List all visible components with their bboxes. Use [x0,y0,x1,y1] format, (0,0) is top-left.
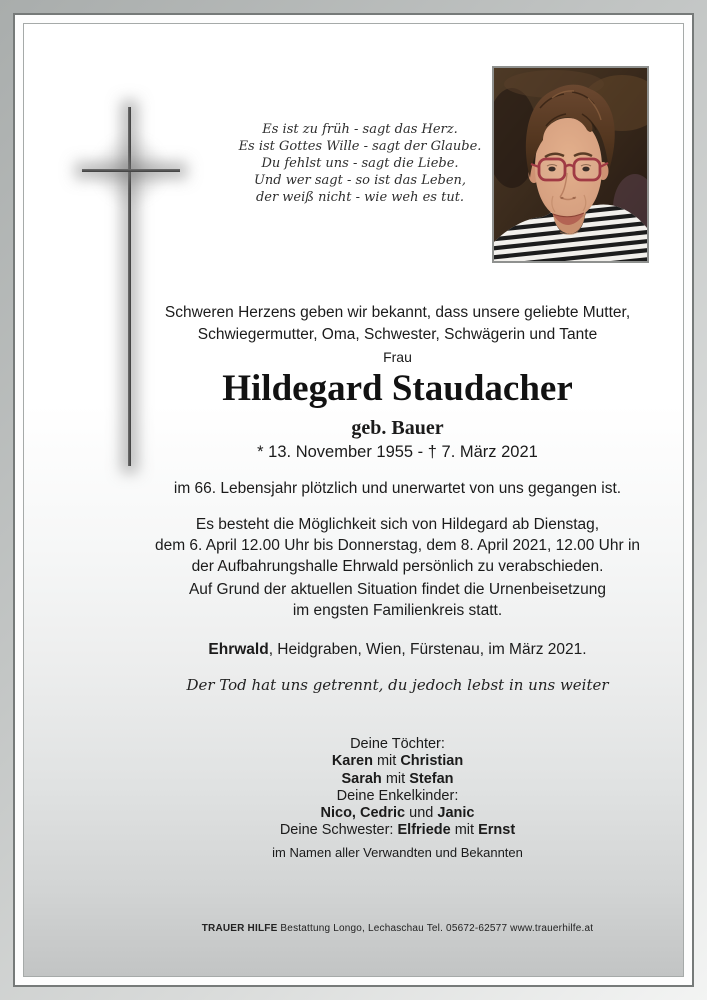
text-line [115,771,680,788]
text-line: Auf Grund der aktuellen Situation findet die Urnenbeisetzung [188,581,607,598]
text-line: Schweren Herzens geben wir bekannt, dass unsere geliebte Mutter, [164,304,631,321]
text-line: der Aufbahrungshalle Ehrwald persönlich zu verabschieden. [191,558,604,575]
deceased-name: Hildegard Staudacher [222,368,573,409]
text-line [115,805,680,822]
urn-burial-info [115,579,680,621]
text-line [115,753,680,770]
places-date-line [115,641,680,659]
text-segment: Christian [400,753,464,770]
text-segment: TRAUER HILFE [201,923,278,934]
text-segment: mit [372,753,401,770]
portrait-photo-image [494,68,647,261]
text-line: Du fehlst uns - sagt die Liebe. [261,156,459,171]
family-list [115,736,680,840]
text-segment: Stefan [409,770,454,787]
text-line: dem 6. April 12.00 Uhr bis Donnerstag, dem 8. April 2021, 12.00 Uhr in [154,537,641,554]
life-dates: * 13. November 1955 - † 7. März 2021 [257,443,538,461]
text-segment: und [405,805,438,822]
text-segment: , Heidgraben, Wien, Fürstenau, im März 2021. [268,641,587,658]
viewing-info [115,514,680,577]
text-segment: Ernst [478,822,516,839]
text-line: Es besteht die Möglichkeit sich von Hildegard ab Dienstag, [195,516,600,533]
text-segment: mit [450,822,479,839]
text-line: Schwiegermutter, Oma, Schwester, Schwägerin und Tante [197,326,598,343]
cross-vertical-bar [128,107,131,466]
text-line [115,822,680,839]
text-segment: Karen [331,753,373,770]
farewell-quote: Der Tod hat uns getrennt, du jedoch lebst in uns weiter [186,676,609,694]
text-line [115,736,680,753]
birth-name: geb. Bauer [351,417,444,439]
text-segment: Elfriede [397,822,451,839]
announcement-intro [115,302,680,346]
closing-line: im Namen aller Verwandten und Bekannten [272,845,523,860]
text-segment: Janic [437,805,475,822]
text-line: im engsten Familienkreis statt. [292,602,503,619]
text-line: Und wer sagt - so ist das Leben, [253,173,467,188]
cross-horizontal-bar [82,169,180,172]
funeral-home-footer [115,923,680,934]
text-line: Es ist zu früh - sagt das Herz. [262,122,458,137]
text-segment: Sarah [341,770,382,787]
age-line: im 66. Lebensjahr plötzlich und unerwartet von uns gegangen ist. [173,480,622,497]
text-segment: Bestattung Longo, Lechaschau Tel. 05672-62577 www.trauerhilfe.at [277,923,594,934]
portrait-photo [492,66,649,263]
text-segment: Deine Töchter: [350,736,445,752]
salutation: Frau [383,349,412,365]
text-segment: mit [381,770,410,787]
text-segment: Deine Enkelkinder: [336,787,459,804]
text-segment: Deine Schwester: [279,822,398,839]
text-segment: Ehrwald [208,641,269,658]
text-line: der weiß nicht - wie weh es tut. [255,190,465,205]
text-line [115,788,680,805]
memorial-poem [225,121,495,206]
text-segment: Nico, Cedric [320,805,406,822]
text-line: Es ist Gottes Wille - sagt der Glaube. [238,139,482,154]
